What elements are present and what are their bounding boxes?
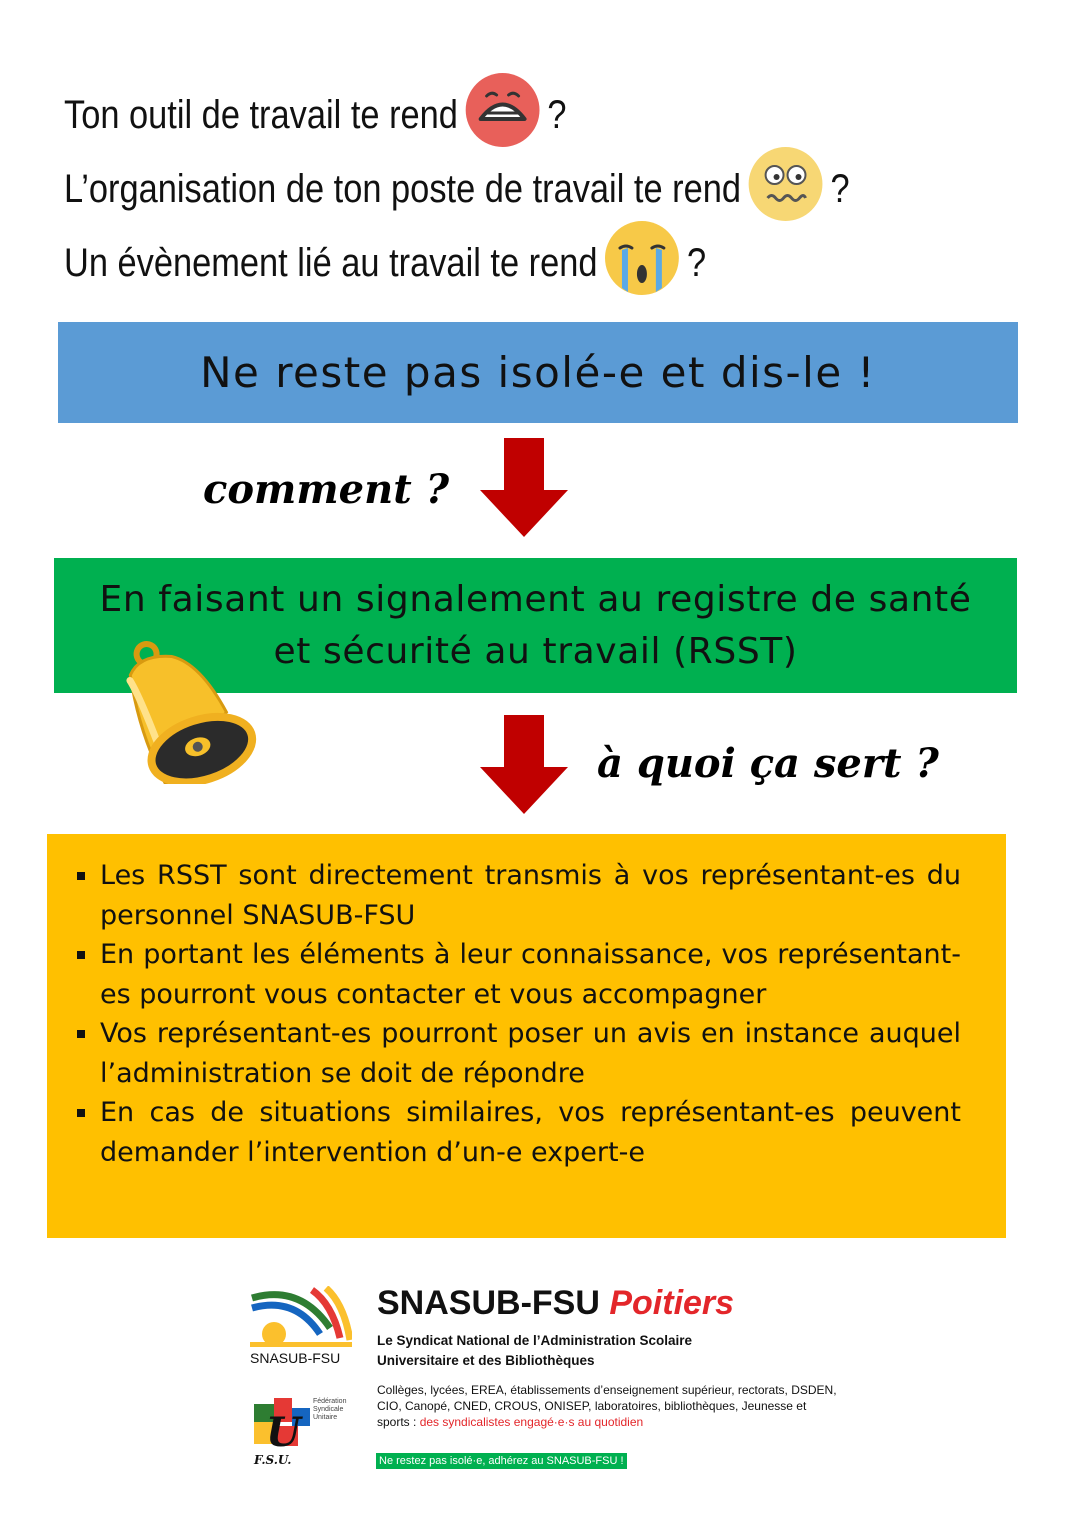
question-text: Ton outil de travail te rend bbox=[64, 92, 458, 137]
join-cta-badge: Ne restez pas isolé·e, adhérez au SNASUB-FSU ! bbox=[376, 1453, 627, 1469]
question-text: Un évènement lié au travail te rend bbox=[64, 240, 598, 285]
svg-text:U: U bbox=[266, 1409, 301, 1452]
bullet-icon bbox=[77, 872, 85, 880]
footer-scope-text: Collèges, lycées, EREA, établissements d’enseignement supérieur, rectorats, DSDEN, CIO, Canopé, CNED, CROUS, ONISEP, laboratoires, bibliothèques, Jeunesse et sports : bbox=[377, 1383, 837, 1429]
down-arrow-icon bbox=[479, 438, 569, 538]
bullet-icon bbox=[77, 1030, 85, 1038]
benefit-text: Vos représentant-es pourront poser un avis en instance auquel l’administration se doit de répondre bbox=[100, 1018, 961, 1089]
fsu-logo-icon bbox=[254, 1398, 310, 1452]
footer-subtitle bbox=[377, 1331, 692, 1371]
bell-icon bbox=[112, 624, 262, 784]
benefits-list bbox=[77, 856, 961, 1172]
benefit-text: En cas de situations similaires, vos représentant-es peuvent demander l’intervention d’un-e expert-e bbox=[100, 1097, 961, 1168]
banner-line-2: et sécurité au travail (RSST) bbox=[273, 630, 798, 672]
list-item bbox=[77, 1093, 961, 1172]
question-text: L’organisation de ton poste de travail te rend bbox=[64, 166, 742, 211]
bullet-icon bbox=[77, 951, 85, 959]
call-to-speak-banner bbox=[58, 322, 1018, 423]
why-connector-text: à quoi ça sert ? bbox=[597, 740, 939, 787]
crying-face-icon bbox=[604, 220, 680, 306]
snasub-logo-caption: SNASUB-FSU bbox=[250, 1350, 341, 1366]
footer-subtitle-line-1: Le Syndicat National de l’Administration Scolaire bbox=[377, 1333, 693, 1348]
footer-scope bbox=[377, 1382, 837, 1430]
benefit-text: En portant les éléments à leur connaissance, vos représentant-es pourront vous contacter et vous accompagner bbox=[100, 939, 961, 1010]
down-arrow-icon bbox=[479, 715, 569, 815]
question-line-event bbox=[64, 220, 706, 306]
footer-city: Poitiers bbox=[609, 1284, 735, 1322]
question-mark: ? bbox=[686, 240, 707, 285]
footer-title bbox=[377, 1284, 734, 1323]
list-item bbox=[77, 935, 961, 1014]
dizzy-face-icon bbox=[748, 146, 824, 232]
benefits-box bbox=[47, 834, 1006, 1238]
bullet-icon bbox=[77, 1109, 85, 1117]
how-connector-text: comment ? bbox=[203, 466, 450, 513]
benefit-text: Les RSST sont directement transmis à vos représentant-es du personnel SNASUB-FSU bbox=[100, 860, 961, 931]
footer-scope-highlight: des syndicalistes engagé·e·s au quotidien bbox=[419, 1415, 644, 1429]
banner-text: Ne reste pas isolé-e et dis-le ! bbox=[200, 348, 876, 397]
fsu-logo-caption: F.S.U. bbox=[254, 1453, 292, 1467]
snasub-logo-icon bbox=[250, 1286, 352, 1348]
footer-org: SNASUB-FSU bbox=[377, 1284, 600, 1322]
question-mark: ? bbox=[830, 166, 850, 211]
list-item bbox=[77, 856, 961, 935]
fsu-tagline: Fédération Syndicale Unitaire bbox=[313, 1398, 347, 1421]
banner-line-1: En faisant un signalement au registre de santé bbox=[99, 578, 972, 620]
footer-subtitle-line-2: Universitaire et des Bibliothèques bbox=[377, 1353, 595, 1368]
question-mark: ? bbox=[547, 92, 567, 137]
list-item bbox=[77, 1014, 961, 1093]
